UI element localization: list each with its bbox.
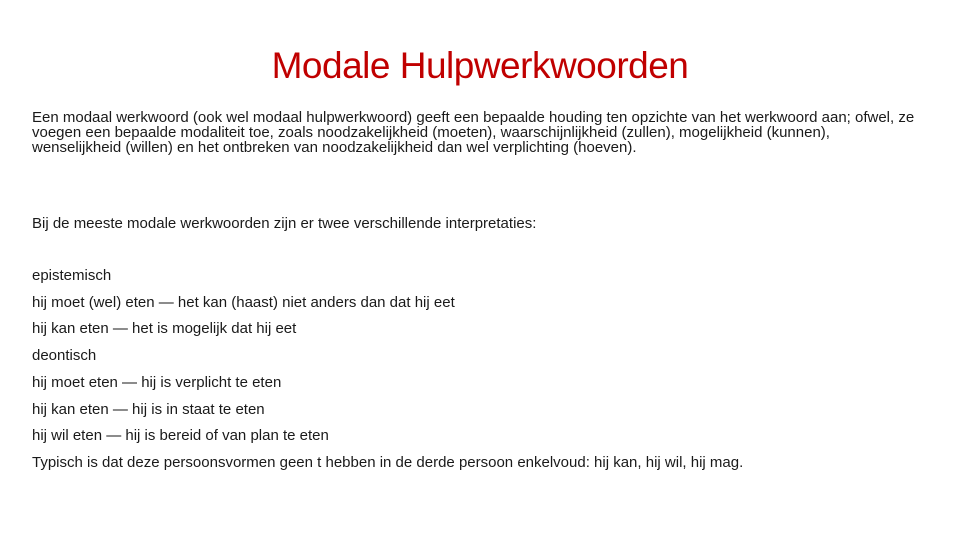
example-line: hij moet eten — hij is verplicht te eten	[32, 373, 282, 391]
example-line: hij wil eten — hij is bereid of van plan te eten	[32, 427, 329, 445]
slide-title: Modale Hulpwerkwoorden	[271, 45, 689, 86]
intro-paragraph: Een modaal werkwoord (ook wel modaal hulpwerkwoord) geeft een bepaalde houding ten opzichte van het werkwoord aan; ofwel, ze voegen een bepaalde modaliteit toe, zoals noodzakelijkheid (moeten), waarschijnlijkheid (zullen), mogelijkheid (kunnen), wenselijkheid (willen) en het ontbreken van noodzakelijkheid dan wel verplichting (hoeven).	[32, 109, 915, 156]
lead-sentence: Bij de meeste modale werkwoorden zijn er twee verschillende interpretaties:	[32, 215, 537, 232]
closing-note: Typisch is dat deze persoonsvormen geen t hebben in de derde persoon enkelvoud: hij kan, hij wil, hij mag.	[32, 453, 744, 471]
examples-list	[32, 263, 932, 477]
example-line: hij moet (wel) eten — het kan (haast) niet anders dan dat hij eet	[32, 293, 455, 311]
example-line: hij kan eten — hij is in staat te eten	[32, 400, 265, 418]
heading-epistemisch: epistemisch	[32, 267, 112, 284]
example-line: hij kan eten — het is mogelijk dat hij eet	[32, 320, 297, 338]
heading-deontisch: deontisch	[32, 347, 97, 365]
